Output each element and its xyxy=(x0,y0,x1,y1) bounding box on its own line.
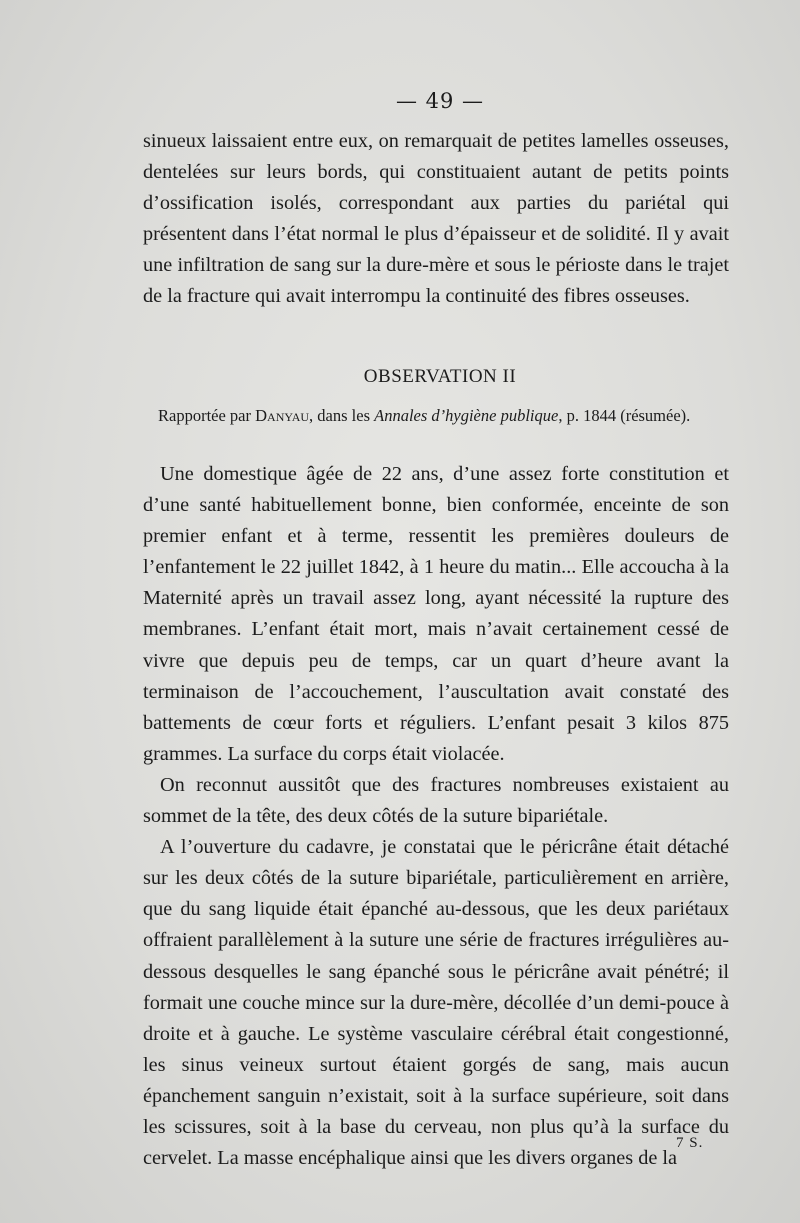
page-number: — 49 — xyxy=(395,89,485,113)
source-journal: Annales d’hygiène publique xyxy=(374,406,559,425)
paragraph: Une domestique âgée de 22 ans, d’une assez forte constitution et d’une santé habituellement bonne, bien conformée, enceinte de son premier enfant et à terme, ressentit les premières douleurs de l’enfantement le 22 juillet 1842, à 1 heure du matin... Elle accoucha à la Maternité après un travail assez long, ayant nécessité la rupture des membranes. L’enfant était mort, mais n’avait certainement cessé de vivre que depuis peu de temps, car un quart d’heure avant la terminaison de l’accouchement, l’auscultation avait constaté des battements de cœur forts et réguliers. L’enfant pesait 3 kilos 875 grammes. La surface du corps était violacée. xyxy=(143,463,729,765)
source-author: Danyau xyxy=(255,406,310,425)
source-mid: , dans les xyxy=(309,406,370,425)
continuation-paragraph xyxy=(143,126,729,313)
observation-source xyxy=(158,406,738,426)
observation-body xyxy=(143,459,729,1174)
source-suffix: , p. 1844 (résumée). xyxy=(558,406,691,425)
signature-mark: 7 S. xyxy=(676,1135,704,1151)
paragraph: A l’ouverture du cadavre, je constatai que le péricrâne était détaché sur les deux côtés de la suture bipariétale, particulièrement en arrière, que du sang liquide était épanché au-dessous, que les deux pariétaux offraient parallèlement à la suture une série de fractures irrégulières au-dessous desquelles le sang épanché sous le péricrâne avait pénétré; il formait une couche mince sur la dure-mère, décollée d’un demi-pouce à droite et à gauche. Le système vasculaire cérébral était congestionné, les sinus veineux surtout étaient gorgés de sang, mais aucun épanchement sanguin n’existait, soit à la surface supérieure, soit dans les scissures, soit à la base du cerveau, non plus qu’à la surface du cervelet. La masse encéphalique ainsi que les divers organes de la xyxy=(143,836,729,1170)
paragraph: On reconnut aussitôt que des fractures nombreuses existaient au sommet de la tête, des deux côtés de la suture bipariétale. xyxy=(143,773,729,828)
observation-title: OBSERVATION II xyxy=(363,366,517,387)
source-prefix: Rapportée par xyxy=(158,406,251,425)
paragraph: sinueux laissaient entre eux, on remarquait de petites lamelles osseuses, dentelées sur leurs bords, qui constituaient autant de petits points d’ossification isolés, correspondant aux parties du pariétal qui présentent dans l’état normal le plus d’épaisseur et de solidité. Il y avait une infiltration de sang sur la dure-mère et sous le périoste dans le trajet de la fracture qui avait interrompu la continuité des fibres osseuses. xyxy=(143,130,729,308)
